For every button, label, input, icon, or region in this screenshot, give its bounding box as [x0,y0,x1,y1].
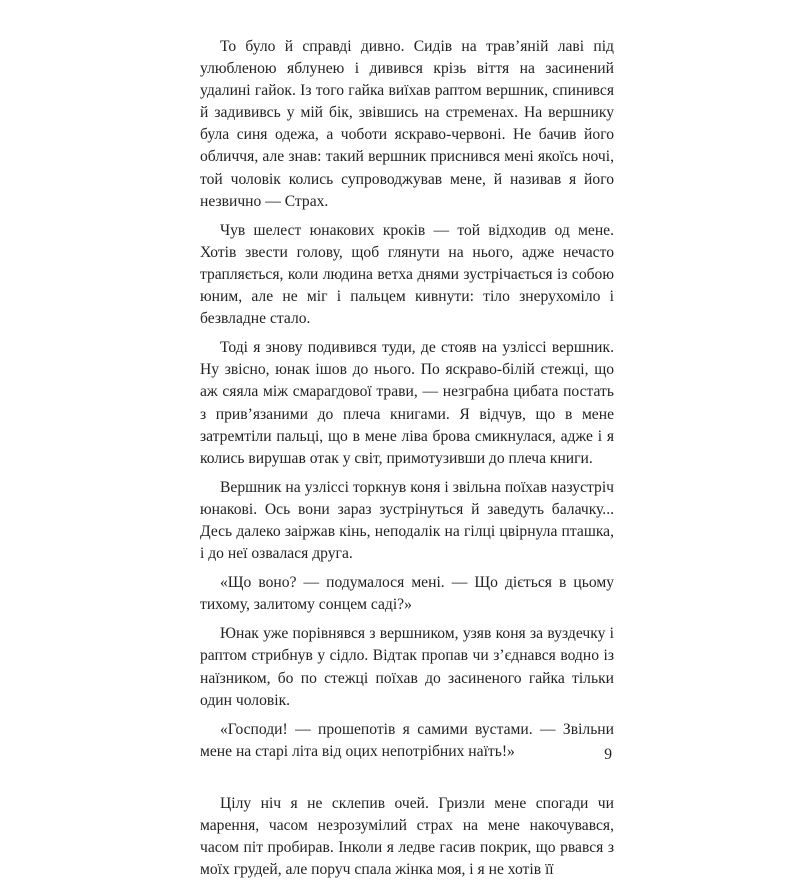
paragraph-6: Юнак уже порівнявся з вершником, узяв коня за вуздечку і раптом стрибнув у сідло. Відтак пропав чи з’єднався водно із наїзником, бо по стежці поїхав до засиненого гайка тільки один чоловік. [200,625,614,709]
paragraph-8: Цілу ніч я не склепив очей. Гризли мене спогади чи марення, часом незрозумілий страх на мене накочувався, часом піт пробирав. Інколи я ледве гасив покрик, що рвався з моїх грудей, але поруч спала жінка моя, і я не хотів її [200,794,614,879]
paragraph-2: Чув шелест юнакових кроків — той відходив од мене. Хотів звести голову, щоб глянути на нього, адже нечасто трапляється, коли людина ветха днями зустрічається із собою юним, але не міг і пальцем кивнути: тіло знерухоміло і безвладне стало. [200,221,614,328]
paragraph-5: «Що воно? — подумалося мені. — Що діється в цьому тихому, залитому сонцем саді?» [200,574,614,614]
page-number: 9 [604,746,612,763]
paragraph-7: «Господи! — прошепотів я самими вустами. — Звільни мене на старі літа від оцих непотрібних наїть!» [200,720,614,760]
paragraph-4: Вершник на узліссі торкнув коня і звільна поїхав назустріч юнакові. Ось вони зараз зустрінуться й заведуть балачку... Десь далеко заіржав кінь, неподалік на гілці цвірнула пташка, і до неї озвалася друга. [200,478,614,563]
paragraph-1: То було й справді дивно. Сидів на трав’яній лаві під улюбленою яблунею і дивився крізь віття на засинений удалині гайок. Із того гайка виїхав раптом вершник, спинився й задививсь у мій бік, звівшись на стременах. На вершнику була синя одежа, а чоботи яскраво-червоні. Не бачив його обличчя, але знав: такий вершник приснився мені якоїсь ночі, той чоловік колись супроводжував мене, й називав я його незвично — Страх. [200,38,614,210]
body-text [200,36,614,888]
paragraph-3: Тоді я знову подивився туди, де стояв на узліссі вершник. Ну звісно, юнак ішов до нього. По яскраво-білій стежці, що аж сяяла між смарагдової трави, — незграбна цибата постать з прив’язаними до плеча книгами. Я відчув, що в мене затремтіли пальці, що в мене ліва брова смикнулася, адже і я колись вирушав отак у світ, примотузивши до плеча книги. [200,339,614,467]
